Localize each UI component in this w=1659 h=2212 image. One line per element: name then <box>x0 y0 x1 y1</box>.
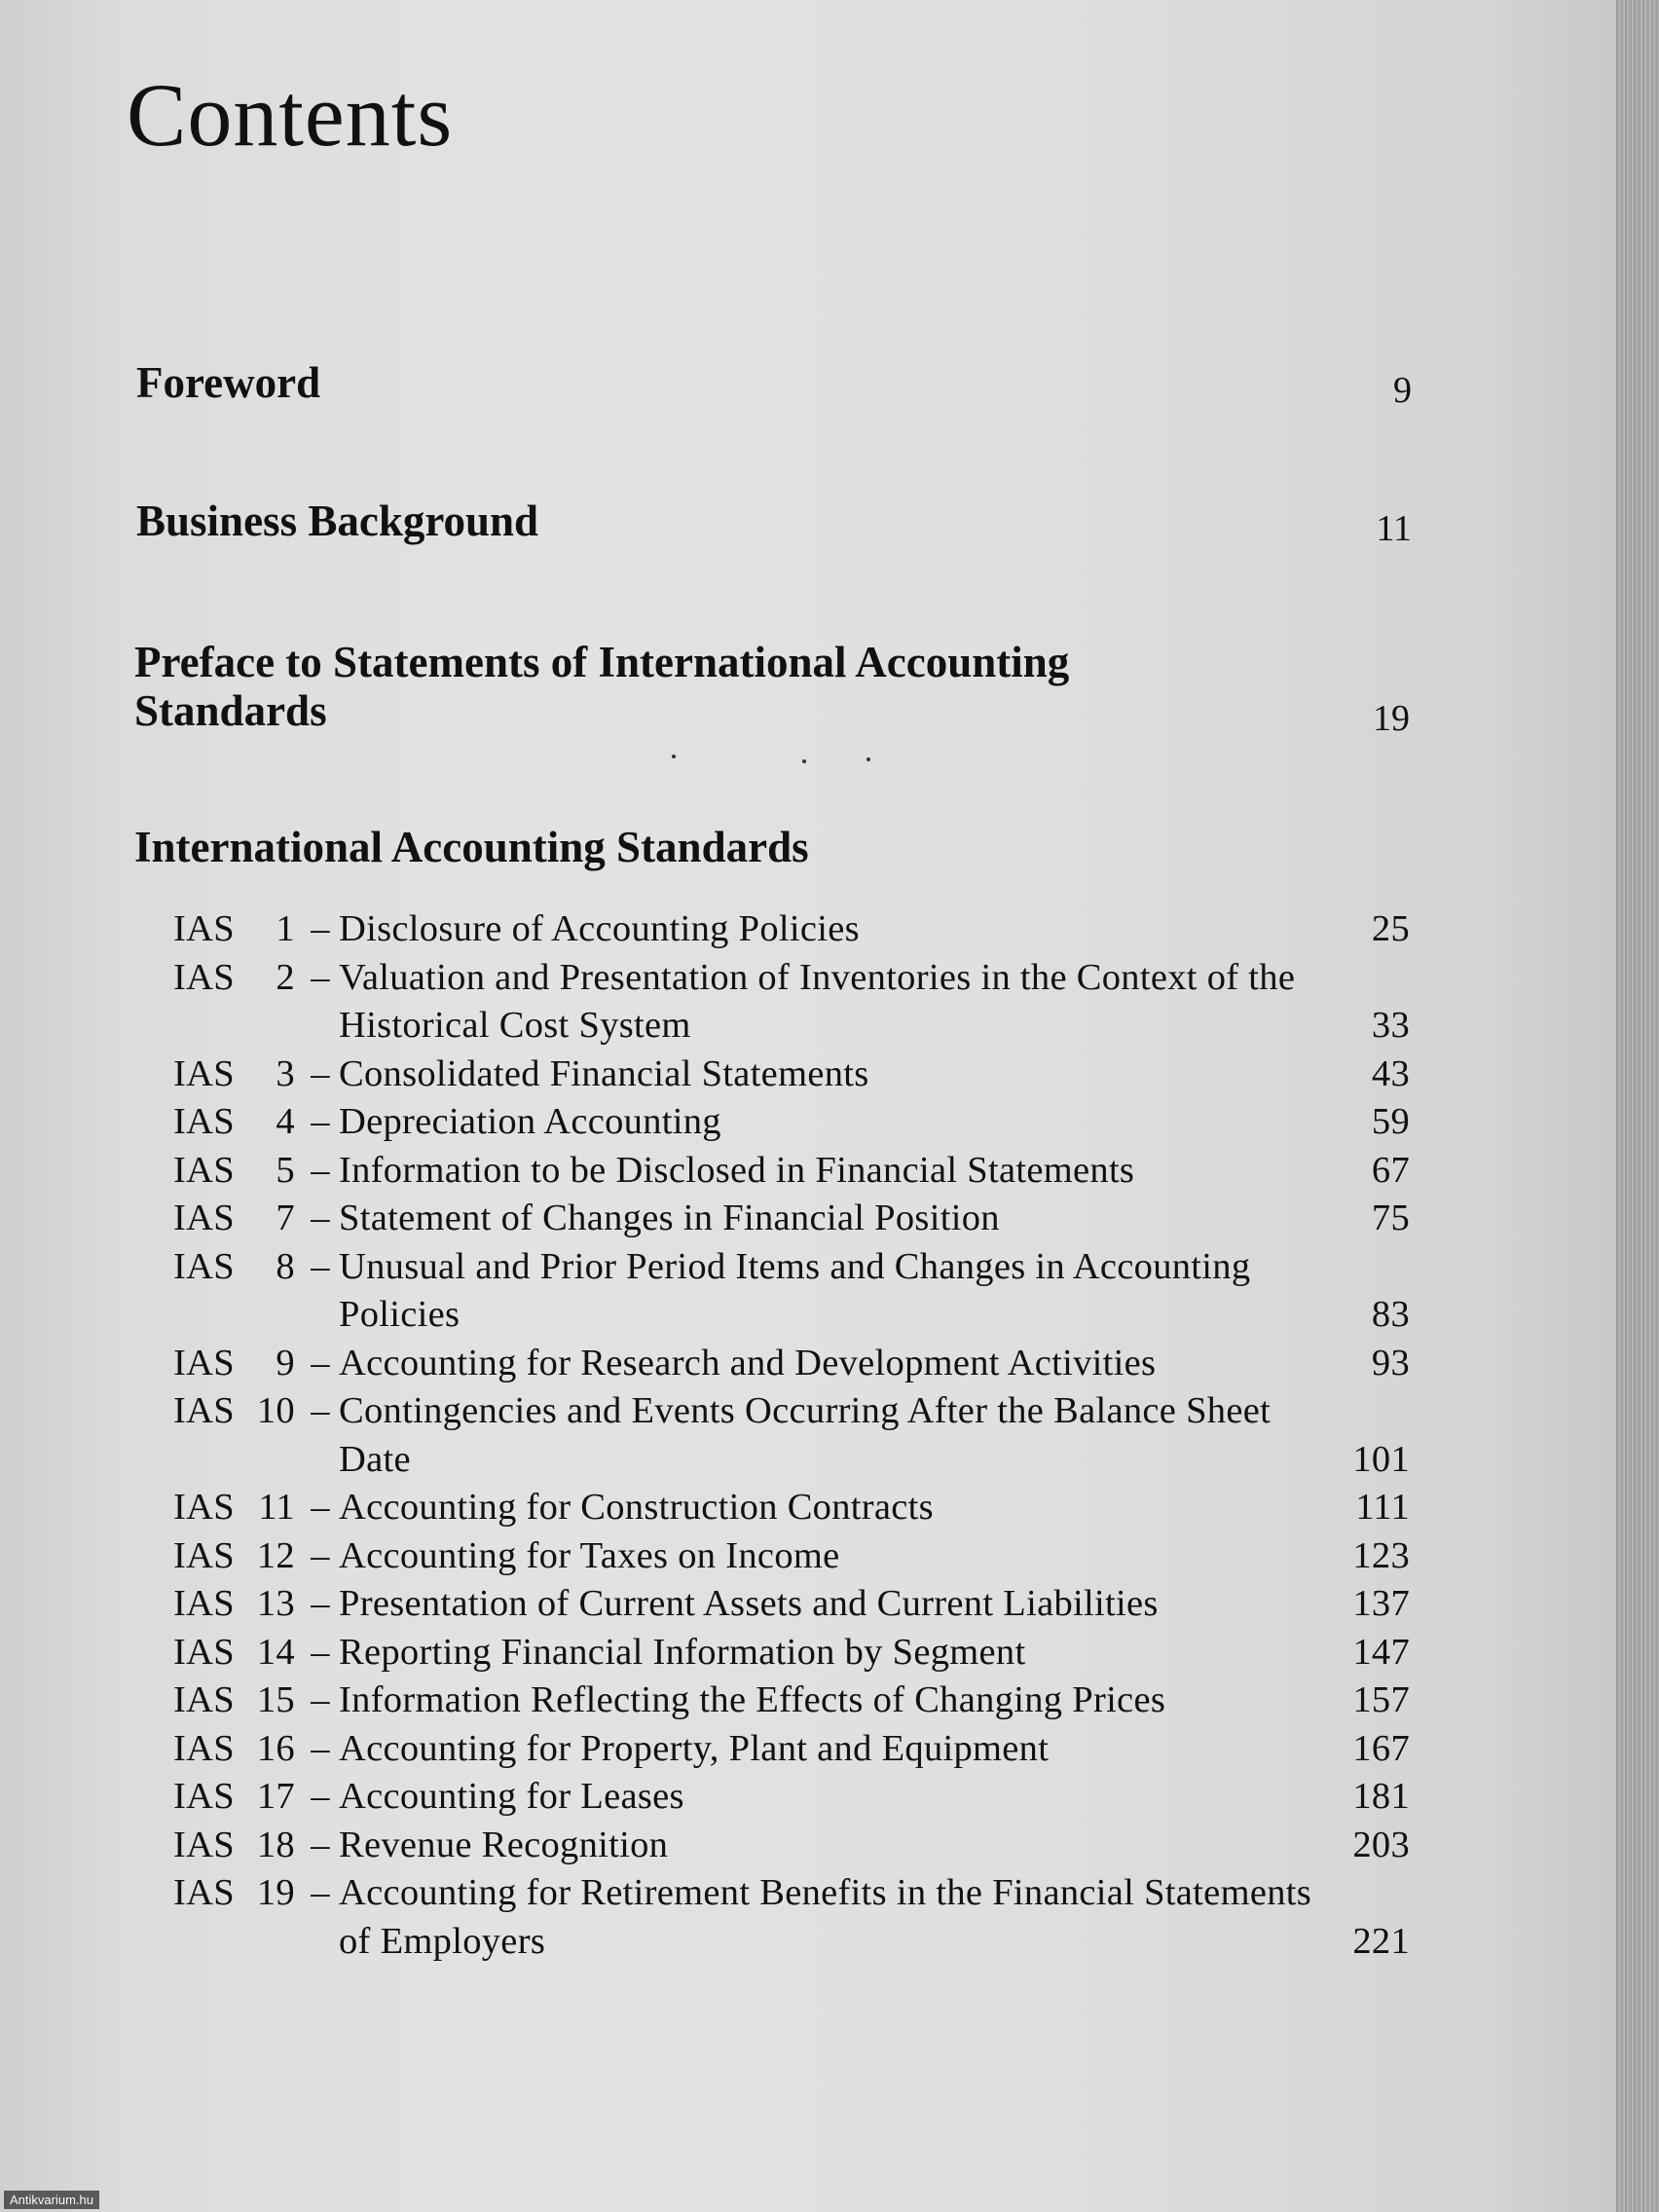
ias-code <box>173 1869 302 1918</box>
ias-code <box>173 954 302 1003</box>
section-page-number: 19 <box>1373 698 1410 739</box>
ias-title: Accounting for Retirement Benefits in the Financial Statements of Employers <box>339 1872 1312 1962</box>
ias-page-number: 93 <box>1371 1342 1410 1383</box>
ias-title: Information Reflecting the Effects of Changing Prices <box>339 1679 1166 1720</box>
ias-title: Depreciation Accounting <box>339 1101 721 1142</box>
ias-code-label: IAS <box>173 1679 235 1720</box>
section-page-number: 11 <box>1376 508 1412 549</box>
ias-code <box>173 1051 302 1099</box>
ias-title: Information to be Disclosed in Financial Statements <box>339 1149 1135 1191</box>
dot <box>802 759 806 763</box>
section-title: Preface to Statements of International Accounting Standards <box>134 638 1070 735</box>
ias-page-number: 167 <box>1352 1727 1410 1769</box>
ias-number: 3 <box>276 1052 295 1094</box>
ias-page-number: 181 <box>1352 1776 1410 1817</box>
ias-dash: – <box>311 1776 330 1817</box>
ias-title: Accounting for Property, Plant and Equipment <box>339 1727 1050 1769</box>
ias-page-number: 59 <box>1371 1101 1410 1142</box>
ias-dash: – <box>311 1679 330 1720</box>
ias-list <box>173 905 1410 1966</box>
ias-number: 12 <box>256 1534 295 1576</box>
ias-entry <box>173 1869 1410 1966</box>
ias-code-label: IAS <box>173 1534 235 1576</box>
ias-page-number: 33 <box>1371 1005 1410 1046</box>
ias-code-label: IAS <box>173 1487 235 1528</box>
ias-entry <box>173 1773 1410 1822</box>
ias-entry <box>173 1580 1410 1629</box>
ias-number: 13 <box>256 1583 295 1624</box>
ias-number: 19 <box>256 1872 295 1913</box>
ias-code-label: IAS <box>173 1872 235 1913</box>
ias-number: 14 <box>256 1631 295 1673</box>
ias-code <box>173 1340 302 1388</box>
ias-code <box>173 1532 302 1581</box>
ias-dash: – <box>311 1583 330 1624</box>
ias-title: Presentation of Current Assets and Current Liabilities <box>339 1583 1159 1624</box>
ias-title: Contingencies and Events Occurring After the Balance Sheet Date <box>339 1390 1272 1480</box>
ias-entry <box>173 1822 1410 1870</box>
toc-section-foreword <box>136 358 1412 411</box>
toc-section-preface <box>134 638 1410 739</box>
ias-dash: – <box>311 908 330 949</box>
ias-entry <box>173 1195 1410 1243</box>
stray-dots <box>672 752 886 759</box>
ias-code <box>173 1629 302 1677</box>
ias-entry <box>173 1532 1410 1581</box>
ias-title: Accounting for Taxes on Income <box>339 1534 840 1576</box>
ias-code-label: IAS <box>173 908 235 949</box>
ias-dash: – <box>311 956 330 998</box>
ias-dash: – <box>311 1052 330 1094</box>
ias-title: Revenue Recognition <box>339 1824 669 1865</box>
ias-code-label: IAS <box>173 1149 235 1191</box>
ias-entry <box>173 1340 1410 1388</box>
ias-number: 8 <box>276 1245 295 1287</box>
ias-entry <box>173 1098 1410 1147</box>
ias-code-label: IAS <box>173 1390 235 1431</box>
ias-code-label: IAS <box>173 1342 235 1383</box>
ias-code <box>173 1725 302 1774</box>
ias-dash: – <box>311 1631 330 1673</box>
ias-page-number: 137 <box>1352 1583 1410 1624</box>
ias-number: 1 <box>276 908 295 949</box>
ias-title: Accounting for Construction Contracts <box>339 1487 934 1528</box>
ias-title: Accounting for Leases <box>339 1776 684 1817</box>
ias-title: Valuation and Presentation of Inventories in the Context of the Historical Cost System <box>339 956 1296 1046</box>
ias-page-number: 75 <box>1371 1198 1410 1238</box>
ias-code <box>173 905 302 954</box>
ias-page-number: 67 <box>1371 1149 1410 1191</box>
dot <box>866 757 870 761</box>
ias-code <box>173 1387 302 1436</box>
ias-code-label: IAS <box>173 1583 235 1624</box>
ias-entry <box>173 905 1410 954</box>
ias-title: Unusual and Prior Period Items and Changes in Accounting Policies <box>339 1245 1251 1335</box>
ias-section-heading: International Accounting Standards <box>134 823 809 871</box>
ias-title: Consolidated Financial Statements <box>339 1052 869 1094</box>
ias-entry <box>173 1051 1410 1099</box>
ias-number: 9 <box>276 1342 295 1383</box>
ias-entry <box>173 1677 1410 1725</box>
ias-title: Reporting Financial Information by Segment <box>339 1631 1026 1673</box>
ias-page-number: 203 <box>1352 1824 1410 1865</box>
section-title: Business Background <box>136 497 539 545</box>
ias-number: 11 <box>258 1487 295 1528</box>
ias-page-number: 101 <box>1352 1438 1410 1480</box>
ias-code-label: IAS <box>173 1245 235 1287</box>
ias-dash: – <box>311 1390 330 1431</box>
ias-dash: – <box>311 1534 330 1576</box>
ias-code-label: IAS <box>173 1631 235 1673</box>
ias-code <box>173 1773 302 1822</box>
ias-dash: – <box>311 1149 330 1191</box>
ias-code-label: IAS <box>173 1824 235 1865</box>
ias-code <box>173 1098 302 1147</box>
ias-entry <box>173 1725 1410 1774</box>
ias-page-number: 221 <box>1352 1920 1410 1962</box>
ias-dash: – <box>311 1727 330 1769</box>
ias-title: Disclosure of Accounting Policies <box>339 908 860 949</box>
ias-code <box>173 1677 302 1725</box>
ias-number: 10 <box>256 1390 295 1431</box>
page-title: Contents <box>127 65 454 165</box>
ias-entry <box>173 1629 1410 1677</box>
ias-number: 5 <box>276 1149 295 1191</box>
ias-code-label: IAS <box>173 1052 235 1094</box>
ias-entry <box>173 1387 1410 1484</box>
ias-dash: – <box>311 1198 330 1238</box>
ias-number: 17 <box>256 1776 295 1817</box>
ias-title: Statement of Changes in Financial Position <box>339 1198 1000 1238</box>
ias-page-number: 83 <box>1371 1294 1410 1335</box>
ias-dash: – <box>311 1487 330 1528</box>
ias-page-number: 111 <box>1355 1487 1410 1528</box>
ias-entry <box>173 1147 1410 1196</box>
ias-number: 15 <box>256 1679 295 1720</box>
ias-code <box>173 1243 302 1292</box>
ias-entry <box>173 1243 1410 1340</box>
ias-code-label: IAS <box>173 1101 235 1142</box>
ias-title: Accounting for Research and Development Activities <box>339 1342 1157 1383</box>
section-title: Foreword <box>136 358 321 407</box>
page-stack-edge <box>1616 0 1659 2212</box>
ias-entry <box>173 1484 1410 1532</box>
ias-dash: – <box>311 1245 330 1287</box>
ias-code-label: IAS <box>173 1776 235 1817</box>
dot <box>672 755 676 758</box>
toc-section-business-background <box>136 497 1412 549</box>
ias-page-number: 25 <box>1371 908 1410 949</box>
ias-dash: – <box>311 1101 330 1142</box>
ias-code-label: IAS <box>173 1727 235 1769</box>
ias-number: 4 <box>276 1101 295 1142</box>
ias-page-number: 43 <box>1371 1052 1410 1094</box>
ias-code-label: IAS <box>173 956 235 998</box>
ias-number: 16 <box>256 1727 295 1769</box>
ias-page-number: 157 <box>1352 1679 1410 1720</box>
ias-entry <box>173 954 1410 1051</box>
ias-dash: – <box>311 1342 330 1383</box>
ias-dash: – <box>311 1824 330 1865</box>
ias-code-label: IAS <box>173 1198 235 1238</box>
ias-number: 18 <box>256 1824 295 1865</box>
ias-page-number: 147 <box>1352 1631 1410 1673</box>
ias-dash: – <box>311 1872 330 1913</box>
section-page-number: 9 <box>1393 370 1412 411</box>
ias-code <box>173 1484 302 1532</box>
watermark: Antikvarium.hu <box>4 2191 99 2209</box>
ias-code <box>173 1822 302 1870</box>
ias-number: 7 <box>276 1198 295 1238</box>
ias-page-number: 123 <box>1352 1534 1410 1576</box>
ias-code <box>173 1195 302 1243</box>
ias-code <box>173 1147 302 1196</box>
ias-code <box>173 1580 302 1629</box>
ias-number: 2 <box>276 956 295 998</box>
